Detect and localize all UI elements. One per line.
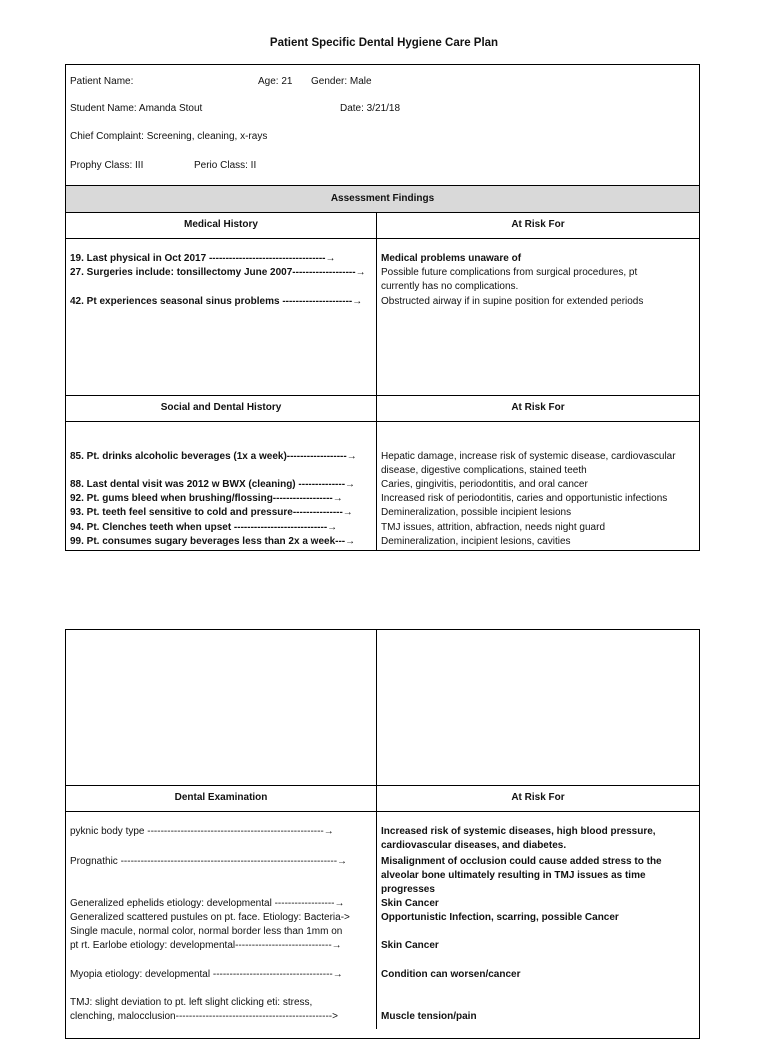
medical-risk: Possible future complications from surgical procedures, pt (381, 267, 638, 278)
divider (65, 785, 700, 786)
dental-risk: Skin Cancer (381, 940, 439, 951)
medical-item: 42. Pt experiences seasonal sinus problems ---------------------→ (70, 296, 363, 307)
social-item: 94. Pt. Clenches teeth when upset ----------------------------→ (70, 522, 338, 533)
medical-item: 19. Last physical in Oct 2017 -----------------------------------→ (70, 253, 336, 264)
social-risk: Demineralization, possible incipient lesions (381, 507, 572, 518)
dental-item: Generalized ephelids etiology: developmental ------------------→ (70, 898, 345, 909)
dental-risk: Opportunistic Infection, scarring, possible Cancer (381, 912, 619, 923)
dental-item: Single macule, normal color, normal border less than 1mm on (70, 926, 343, 937)
social-item: 88. Last dental visit was 2012 w BWX (cleaning) --------------→ (70, 479, 356, 490)
perio-class: Perio Class: II (194, 160, 257, 171)
social-risk: Caries, gingivitis, periodontitis, and oral cancer (381, 479, 588, 490)
medical-risk: Medical problems unaware of (381, 253, 522, 264)
social-risk: Demineralization, incipient lesions, cavities (381, 536, 571, 547)
divider (65, 395, 700, 396)
dental-exam-header: Dental Examination (174, 792, 268, 803)
social-item: 92. Pt. gums bleed when brushing/flossing------------------→ (70, 493, 343, 504)
dental-risk: Misalignment of occlusion could cause added stress to the (381, 856, 662, 867)
dental-item: pyknic body type -----------------------------------------------------→ (70, 826, 334, 837)
social-risk: disease, digestive complications, stained teeth (381, 465, 587, 476)
prophy-class: Prophy Class: III (70, 160, 144, 171)
assessment-findings-header: Assessment Findings (330, 193, 435, 204)
column-divider (376, 212, 377, 551)
social-risk-header: At Risk For (511, 402, 565, 413)
social-item: 99. Pt. consumes sugary beverages less than 2x a week---→ (70, 536, 356, 547)
patient-name-label: Patient Name: (70, 76, 134, 87)
social-history-header: Social and Dental History (160, 402, 282, 413)
dental-risk: alveolar bone ultimately resulting in TMJ issues as time (381, 870, 646, 881)
social-item: 85. Pt. drinks alcoholic beverages (1x a week)------------------→ (70, 451, 357, 462)
dental-item: clenching, malocclusion-----------------------------------------------> (70, 1011, 338, 1022)
social-risk: Hepatic damage, increase risk of systemic disease, cardiovascular (381, 451, 676, 462)
divider (65, 185, 700, 186)
dental-risk: Skin Cancer (381, 898, 439, 909)
social-risk: TMJ issues, attrition, abfraction, needs night guard (381, 522, 606, 533)
divider (65, 238, 700, 239)
medical-risk-header: At Risk For (511, 219, 565, 230)
dental-risk: progresses (381, 884, 435, 895)
patient-age: Age: 21 (258, 76, 293, 87)
medical-history-header: Medical History (184, 219, 258, 230)
divider (65, 811, 700, 812)
dental-risk: Condition can worsen/cancer (381, 969, 521, 980)
dental-item: Myopia etiology: developmental ------------------------------------→ (70, 969, 343, 980)
dental-item: TMJ: slight deviation to pt. left slight clicking eti: stress, (70, 997, 313, 1008)
medical-risk: Obstructed airway if in supine position for extended periods (381, 296, 644, 307)
visit-date: Date: 3/21/18 (340, 103, 401, 114)
student-name: Student Name: Amanda Stout (70, 103, 203, 114)
dental-risk: Increased risk of systemic diseases, high blood pressure, (381, 826, 656, 837)
divider (65, 421, 700, 422)
dental-item: Prognathic -----------------------------------------------------------------→ (70, 856, 348, 867)
dental-item: Generalized scattered pustules on pt. face. Etiology: Bacteria-> (70, 912, 350, 923)
medical-risk: currently has no complications. (381, 281, 519, 292)
medical-item: 27. Surgeries include: tonsillectomy June 2007-------------------→ (70, 267, 366, 278)
social-risk: Increased risk of periodontitis, caries and opportunistic infections (381, 493, 668, 504)
chief-complaint: Chief Complaint: Screening, cleaning, x-rays (70, 131, 268, 142)
dental-risk: Muscle tension/pain (381, 1011, 477, 1022)
dental-item: pt rt. Earlobe etiology: developmental-----------------------------→ (70, 940, 342, 951)
social-item: 93. Pt. teeth feel sensitive to cold and pressure---------------→ (70, 507, 353, 518)
dental-risk: cardiovascular diseases, and diabetes. (381, 840, 567, 851)
dental-risk-header: At Risk For (511, 792, 565, 803)
patient-gender: Gender: Male (311, 76, 372, 87)
page-title: Patient Specific Dental Hygiene Care Plan (269, 37, 499, 49)
divider (65, 212, 700, 213)
column-divider (376, 629, 377, 1029)
